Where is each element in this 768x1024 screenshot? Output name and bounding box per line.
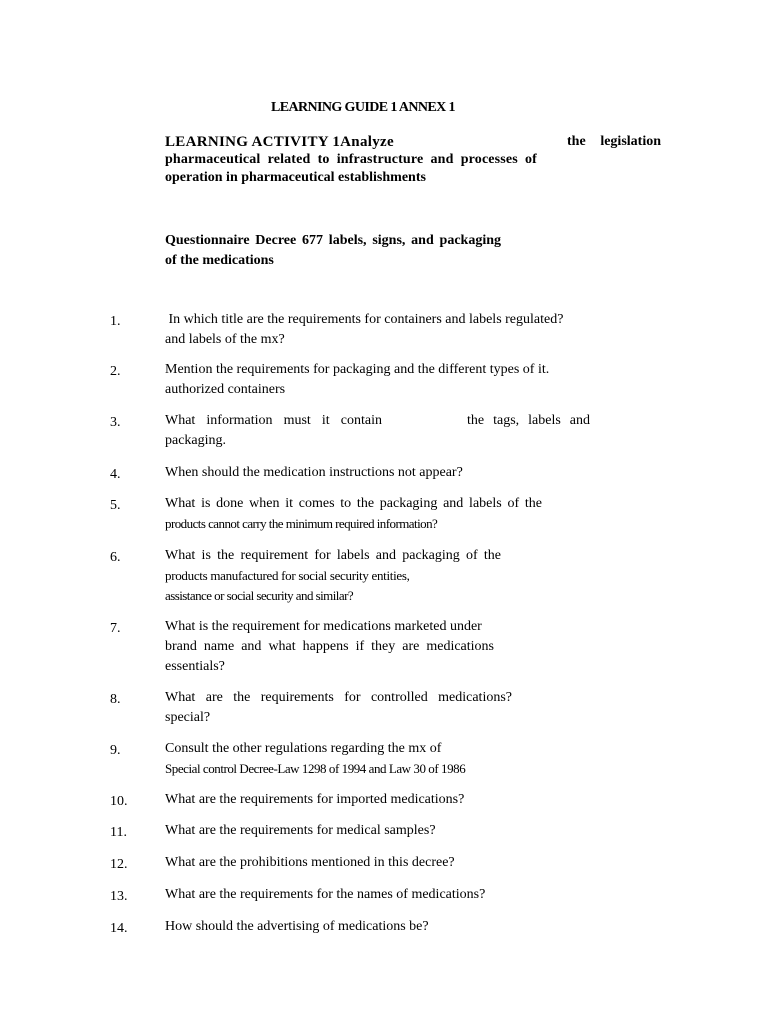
question-number: 4. xyxy=(110,467,121,482)
question-text xyxy=(165,360,595,400)
question-line: assistance or social security and similar? xyxy=(165,588,354,603)
question-line: Mention the requirements for packaging and the different types of it. xyxy=(165,362,550,377)
question-number: 7. xyxy=(110,621,121,636)
questionnaire-title xyxy=(165,231,501,271)
question-number: 10. xyxy=(110,794,128,809)
question-text xyxy=(165,411,595,451)
question-line: essentials? xyxy=(165,659,225,674)
question-text xyxy=(165,853,595,873)
question-line: What are the requirements for controlled medications? xyxy=(165,690,512,705)
activity-word-the: the xyxy=(567,134,586,149)
question-line: packaging. xyxy=(165,433,227,448)
question-line: authorized containers xyxy=(165,382,286,397)
question-line: What are the requirements for the names of medications? xyxy=(165,887,486,902)
activity-line-3: operation in pharmaceutical establishments xyxy=(165,170,426,185)
question-number: 14. xyxy=(110,921,128,936)
question-text xyxy=(165,688,512,728)
question-text xyxy=(165,463,595,483)
question-line: In which title are the requirements for containers and labels regulated? xyxy=(165,312,564,327)
question-line: and labels of the mx? xyxy=(165,332,285,347)
question-line: How should the advertising of medications be? xyxy=(165,919,429,934)
question-text xyxy=(165,739,595,779)
question-number: 2. xyxy=(110,364,121,379)
question-line: products manufactured for social security entities, xyxy=(165,568,410,583)
question-number: 3. xyxy=(110,415,121,430)
question-number: 13. xyxy=(110,889,128,904)
question-line-right: the tags, labels and xyxy=(467,413,590,428)
question-number: 9. xyxy=(110,743,121,758)
question-line: What is done when it comes to the packaging and labels of the xyxy=(165,496,542,511)
question-line: Consult the other regulations regarding the mx of xyxy=(165,741,442,756)
question-line: Special control Decree-Law 1298 of 1994 and Law 30 of 1986 xyxy=(165,761,466,776)
question-line: What is the requirement for medications marketed under xyxy=(165,619,482,634)
question-line: What is the requirement for labels and packaging of the xyxy=(165,548,501,563)
question-text xyxy=(165,821,595,841)
question-line: What are the requirements for medical samples? xyxy=(165,823,436,838)
question-line: products cannot carry the minimum required information? xyxy=(165,516,438,531)
question-number: 12. xyxy=(110,857,128,872)
question-text xyxy=(165,885,595,905)
question-text xyxy=(165,790,595,810)
question-line: special? xyxy=(165,710,211,725)
guide-heading: LEARNING GUIDE 1 ANNEX 1 xyxy=(271,100,455,115)
question-text xyxy=(165,917,595,937)
questionnaire-title-line-2: of the medications xyxy=(165,253,274,268)
question-text xyxy=(165,310,595,350)
question-number: 5. xyxy=(110,498,121,513)
question-number: 8. xyxy=(110,692,121,707)
question-line: brand name and what happens if they are medications xyxy=(165,639,494,654)
question-text xyxy=(165,546,501,606)
question-text xyxy=(165,617,494,677)
activity-right-words xyxy=(567,133,661,151)
question-text xyxy=(165,494,542,534)
question-number: 11. xyxy=(110,825,127,840)
question-line: What are the requirements for imported medications? xyxy=(165,792,465,807)
question-line: When should the medication instructions not appear? xyxy=(165,465,463,480)
question-line: What are the prohibitions mentioned in this decree? xyxy=(165,855,455,870)
learning-activity xyxy=(165,133,661,187)
question-line-left: What information must it contain xyxy=(165,413,382,428)
activity-label: LEARNING ACTIVITY 1Analyze xyxy=(165,134,394,150)
question-number: 6. xyxy=(110,550,121,565)
activity-line-1 xyxy=(165,133,661,151)
question-number: 1. xyxy=(110,314,121,329)
activity-word-legislation: legislation xyxy=(600,134,661,149)
questionnaire-title-line-1: Questionnaire Decree 677 labels, signs, and packaging xyxy=(165,233,501,248)
activity-line-2: pharmaceutical related to infrastructure and processes of xyxy=(165,152,537,167)
question-line xyxy=(165,411,590,431)
